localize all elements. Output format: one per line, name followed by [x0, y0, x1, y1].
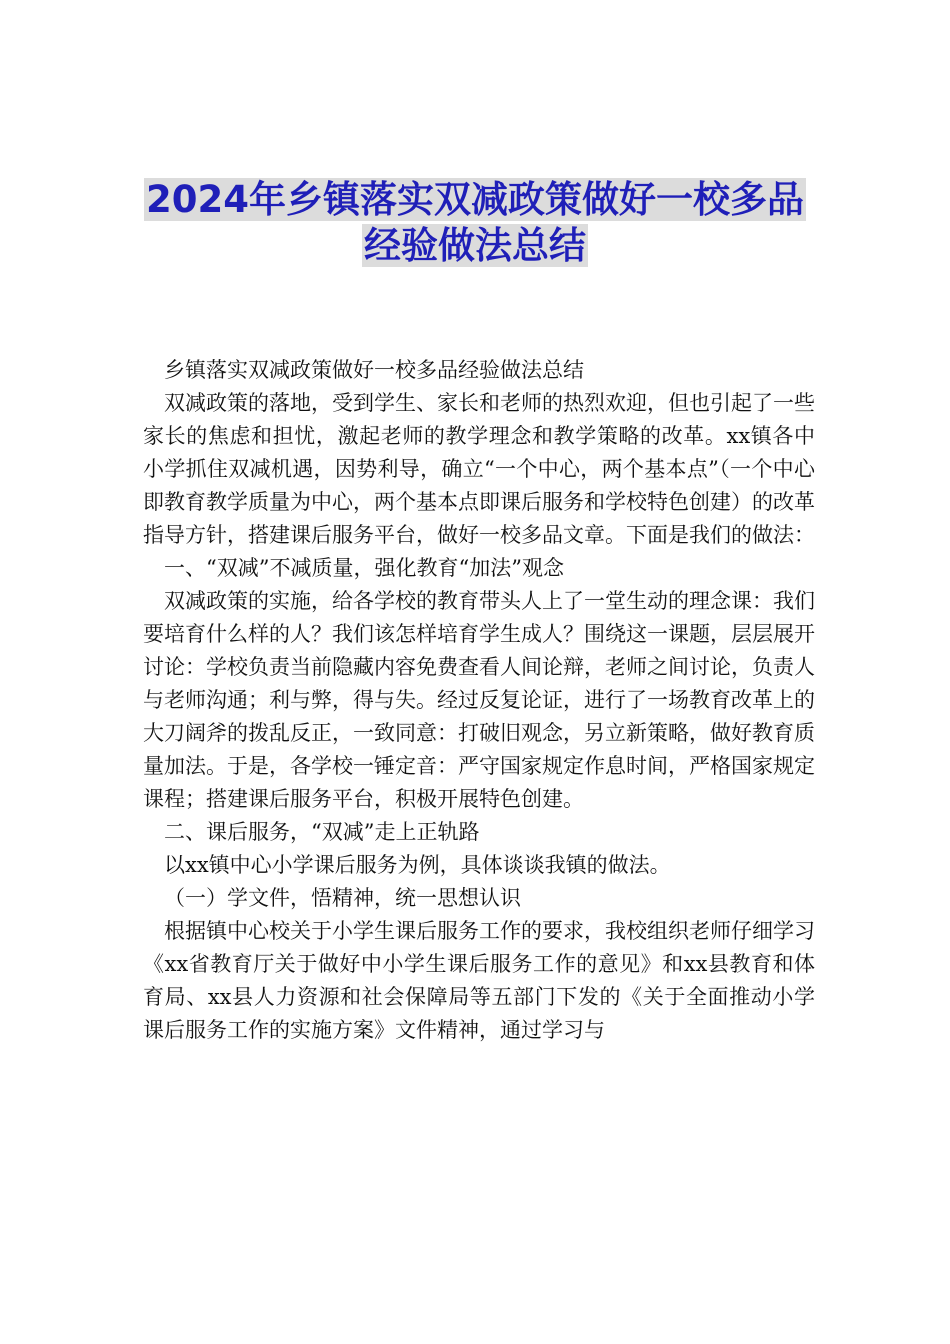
title-line-1-text: 2024年乡镇落实双减政策做好一校多品: [146, 178, 804, 221]
subsection-heading-1: （一）学文件，悟精神，统一思想认识: [164, 886, 521, 910]
section-1-paragraph: 双减政策的实施，给各学校的教育带头人上了一堂生动的理念课：我们要培育什么样的人？我们该怎样培育学生成人？围绕这一课题，层层展开讨论：学校负责当前隐藏内容免费查看人间论辩，老师之间讨论，负责人与老师沟通；利与弊，得与失。经过反复论证，进行了一场教育改革上的大刀阔斧的拨乱反正，一致同意：打破旧观念，另立新策略，做好教育质量加法。于是，各学校一锤定音：严守国家规定作息时间，严格国家规定课程；搭建课后服务平台，积极开展特色创建。: [143, 589, 815, 811]
section-heading-1: 一、“双减”不减质量，强化教育“加法”观念: [164, 556, 564, 580]
subtitle-paragraph: 乡镇落实双减政策做好一校多品经验做法总结: [164, 358, 584, 382]
intro-paragraph: 双减政策的落地，受到学生、家长和老师的热烈欢迎，但也引起了一些家长的焦虑和担忧，激起老师的教学理念和教学策略的改革。xx镇各中小学抓住双减机遇，因势利导，确立“一个中心，两个基本点”（一个中心即教育教学质量为中心，两个基本点即课后服务和学校特色创建）的改革指导方针，搭建课后服务平台，做好一校多品文章。下面是我们的做法：: [143, 391, 815, 547]
subsection-1-paragraph: 根据镇中心校关于小学生课后服务工作的要求，我校组织老师仔细学习《xx省教育厅关于做好中小学生课后服务工作的意见》和xx县教育和体育局、xx县人力资源和社会保障局等五部门下发的《关于全面推动小学课后服务工作的实施方案》文件精神，通过学习与: [143, 919, 815, 1042]
document-body: [143, 354, 815, 1047]
document-title-line-2: [0, 223, 950, 269]
section-2-intro-paragraph: 以xx镇中心小学课后服务为例，具体谈谈我镇的做法。: [164, 853, 671, 877]
section-heading-2: 二、课后服务，“双减”走上正轨路: [164, 820, 480, 844]
document-title-line-1: [0, 177, 950, 223]
title-line-2-text: 经验做法总结: [364, 224, 586, 267]
